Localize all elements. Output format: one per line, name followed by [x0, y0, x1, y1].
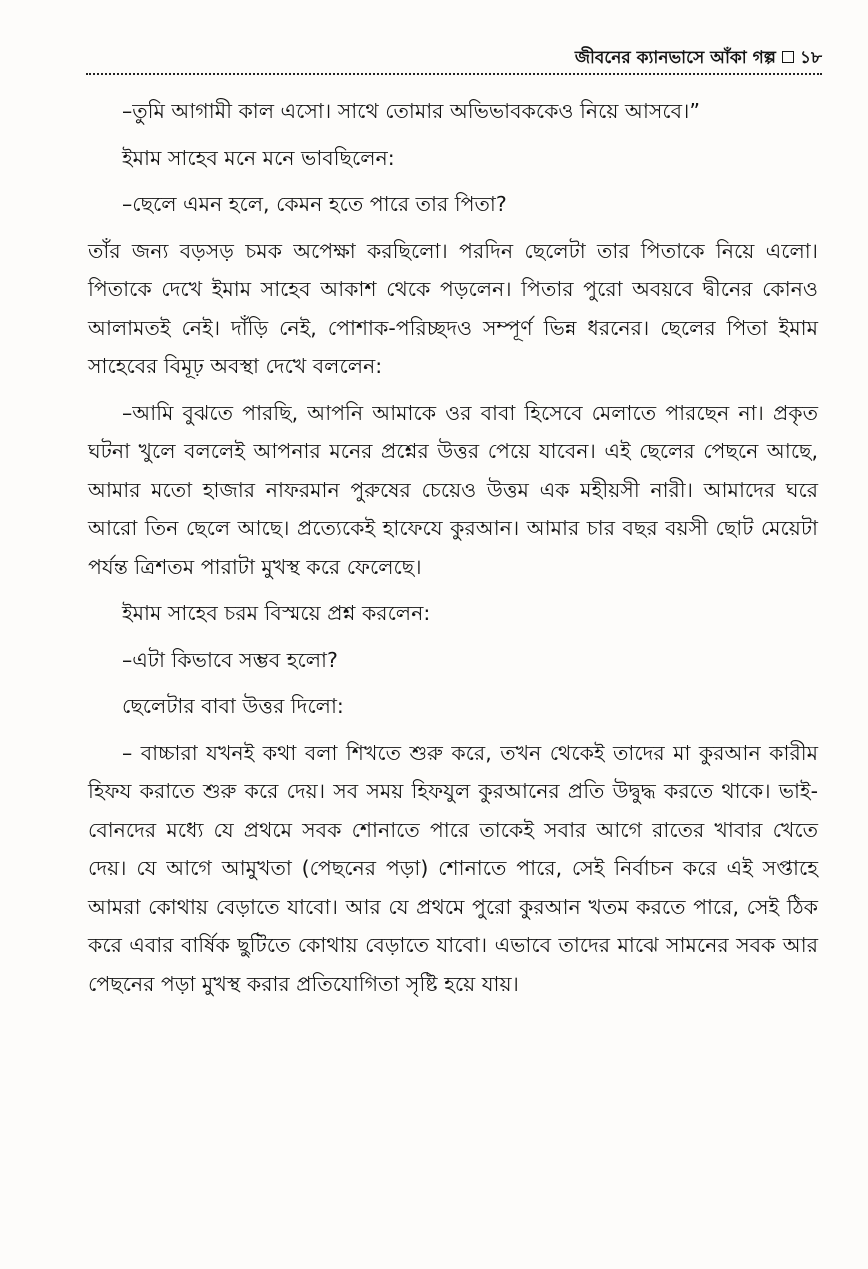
- book-title: জীবনের ক্যানভাসে আঁকা গল্প: [574, 48, 776, 68]
- square-bullet-icon: [782, 51, 794, 63]
- paragraph: ইমাম সাহেব মনে মনে ভাবছিলেন:: [122, 145, 395, 170]
- paragraph: তাঁর জন্য বড়সড় চমক অপেক্ষা করছিলো। পরদিন ছেলেটা তার পিতাকে নিয়ে এলো। পিতাকে দেখে ইমাম সাহেব আকাশ থেকে পড়লেন। পিতার পুরো অবয়বে দ্বীনের কোনও আলামতই নেই। দাঁড়ি নেই, পোশাক-পরিচ্ছদও সম্পূর্ণ ভিন্ন ধরনের। ছেলের পিতা ইমাম সাহেবের বিমূঢ় অবস্থা দেখে বললেন:: [88, 238, 818, 378]
- paragraph: ছেলেটার বাবা উত্তর দিলো:: [122, 694, 344, 718]
- paragraph: ইমাম সাহেব চরম বিস্ময়ে প্রশ্ন করলেন:: [122, 601, 431, 625]
- body-text: [88, 92, 818, 1011]
- paragraph: –ছেলে এমন হলে, কেমন হতে পারে তার পিতা?: [122, 192, 507, 216]
- paragraph: –এটা কিভাবে সম্ভব হলো?: [122, 647, 338, 672]
- running-header: [86, 46, 822, 70]
- paragraph: – বাচ্চারা যখনই কথা বলা শিখতে শুরু করে, তখন থেকেই তাদের মা কুরআন কারীম হিফয করাতে শুরু করে দেয়। সব সময় হিফযুল কুরআনের প্রতি উদ্বুদ্ধ করতে থাকে। ভাই-বোনদের মধ্যে যে প্রথমে সবক শোনাতে পারে তাকেই সবার আগে রাতের খাবার খেতে দেয়। যে আগে আমুখতা (পেছনের পড়া) শোনাতে পারে, সেই নির্বাচন করে এই সপ্তাহে আমরা কোথায় বেড়াতে যাবো। আর যে প্রথমে পুরো কুরআন খতম করতে পারে, সেই ঠিক করে এবার বার্ষিক ছুটিতে কোথায় বেড়াতে যাবো। এভাবে তাদের মাঝে সামনের সবক আর পেছনের পড়া মুখস্থ করার প্রতিযোগিতা সৃষ্টি হয়ে যায়।: [88, 740, 818, 996]
- paragraph: –আমি বুঝতে পারছি, আপনি আমাকে ওর বাবা হিসেবে মেলাতে পারছেন না। প্রকৃত ঘটনা খুলে বললেই আপনার মনের প্রশ্নের উত্তর পেয়ে যাবেন। এই ছেলের পেছনে আছে, আমার মতো হাজার নাফরমান পুরুষের চেয়েও উত্তম এক মহীয়সী নারী। আমাদের ঘরে আরো তিন ছেলে আছে। প্রত্যেকেই হাফেযে কুরআন। আমার চার বছর বয়সী ছোট মেয়েটা পর্যন্ত ত্রিশতম পারাটা মুখস্থ করে ফেলেছে।: [88, 400, 818, 579]
- paragraph: –তুমি আগামী কাল এসো। সাথে তোমার অভিভাবককেও নিয়ে আসবে।”: [122, 99, 701, 123]
- header-dotted-rule: [86, 73, 822, 75]
- page-number: ১৮: [799, 48, 822, 68]
